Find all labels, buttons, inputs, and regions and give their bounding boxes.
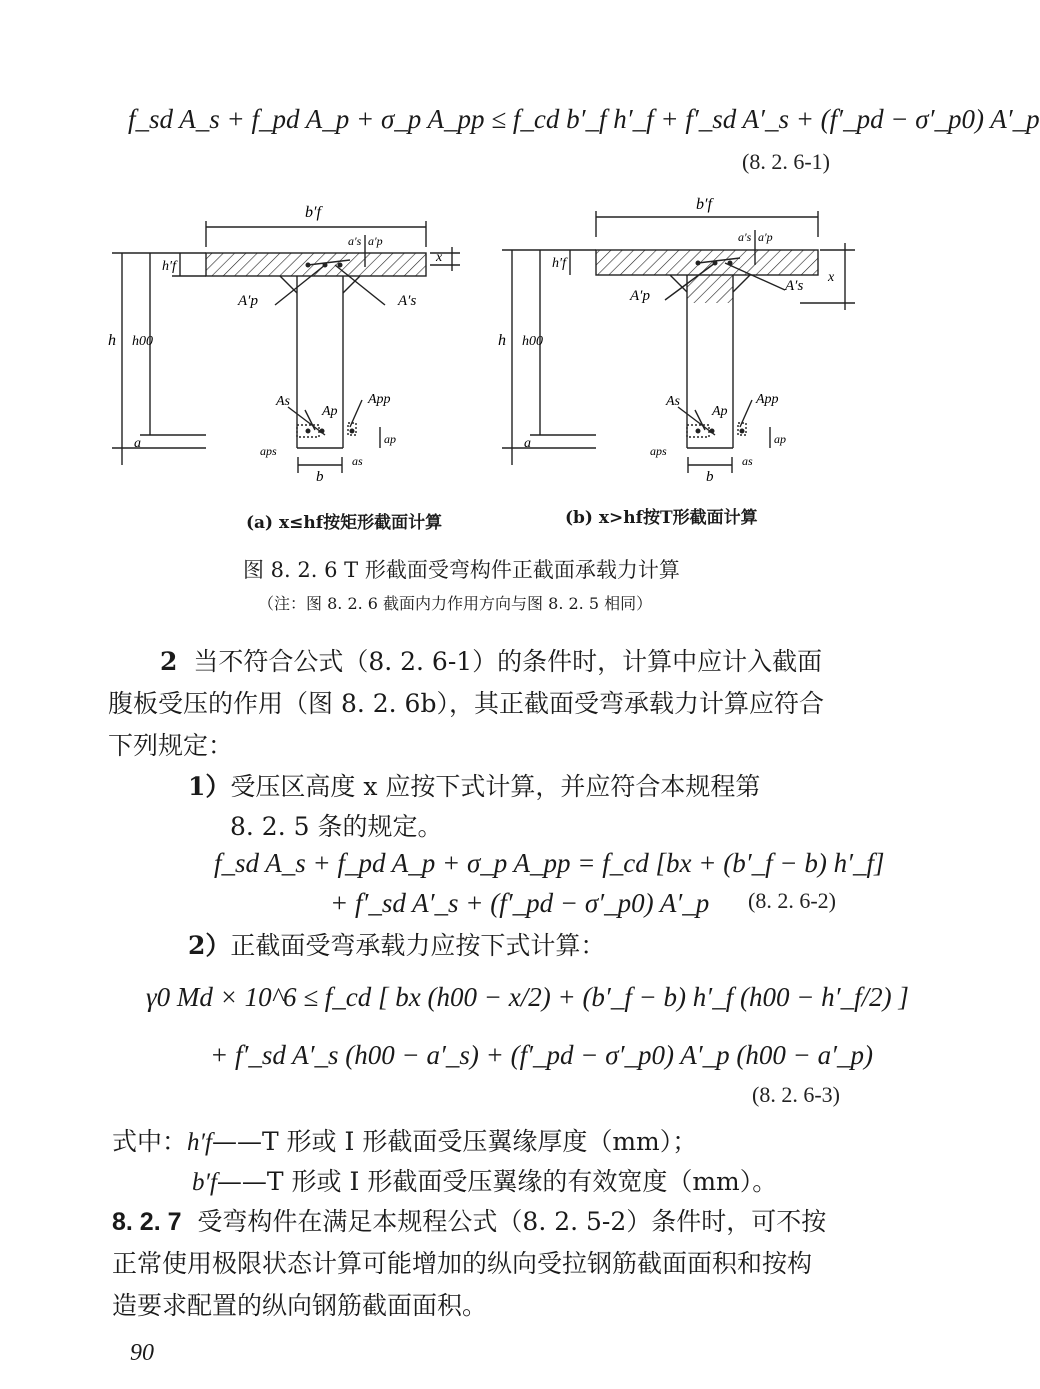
label-b-App: App [756, 392, 779, 407]
label-a-x: x [436, 250, 443, 265]
where-definition-bf: ——T 形或 I 形截面受压翼缘的有效宽度（mm）。 [216, 1167, 778, 1196]
label-a-h00: h00 [132, 334, 153, 349]
label-a-a: a [134, 436, 141, 451]
label-a-As: As [276, 394, 290, 409]
label-a-ap-prime: a′p [368, 234, 383, 248]
label-b-h: h [498, 332, 506, 349]
label-b-x: x [828, 270, 835, 285]
equation-number-8-2-6-1: (8. 2. 6-1) [742, 149, 830, 174]
where-lead: 式中： [112, 1127, 188, 1156]
where-definition-hf: ——T 形或 I 形截面受压翼缘厚度（mm）； [211, 1127, 698, 1156]
label-a-as: as [352, 454, 363, 468]
item-1-line-2: 8. 2. 5 条的规定。 [230, 812, 443, 841]
label-a-Ap: Ap [322, 404, 338, 419]
section-8-2-7-line-1 [112, 1201, 826, 1243]
item-2-text: 正截面受弯承载力应按下式计算： [230, 931, 606, 960]
equation-8-2-6-3-line-2: + f′_sd A′_s (h00 − a′_s) + (f′_pd − σ′_p0) A′_p (h00 − a′_p) [210, 1040, 873, 1070]
equation-8-2-6-3-line-1: γ0 Md × 10^6 ≤ f_cd [ bx (h00 − x/2) + (b′_f − b) h′_f (h00 − h′_f/2) ] [146, 982, 909, 1012]
equation-number-8-2-6-3: (8. 2. 6-3) [752, 1082, 840, 1107]
where-symbol-bf: b′f [192, 1169, 217, 1196]
label-b-As: As [666, 394, 680, 409]
item-1-number: 1） [188, 772, 231, 801]
label-a-h: h [108, 332, 116, 349]
where-line-1 [112, 1121, 697, 1164]
label-b-As-prime: A′s [785, 278, 804, 294]
section-8-2-7-number: 8. 2. 7 [112, 1208, 182, 1236]
label-b-as: as [742, 454, 753, 468]
figure-note: （注：图 8. 2. 6 截面内力作用方向与图 8. 2. 5 相同） [258, 594, 653, 613]
paragraph-2-line-1 [160, 641, 822, 683]
figure-caption-b: (b) x>hf按T形截面计算 [565, 508, 758, 528]
label-b-bf: b′f [696, 196, 712, 213]
paragraph-2-line-3: 下列规定： [108, 731, 234, 760]
paragraph-2-text-1: 当不符合公式（8. 2. 6-1）的条件时，计算中应计入截面 [193, 647, 823, 676]
label-b-as-prime: a′s [738, 230, 752, 244]
label-a-hf: h′f [162, 259, 176, 274]
label-a-as-prime: a′s [348, 234, 362, 248]
label-b-h00: h00 [522, 334, 543, 349]
page-number: 90 [130, 1340, 154, 1366]
label-a-App: App [368, 392, 391, 407]
where-symbol-hf: h′f [187, 1129, 212, 1156]
label-b-Ap-prime: A′p [630, 288, 650, 304]
label-b-aps: aps [650, 444, 667, 458]
section-8-2-7-text-1: 受弯构件在满足本规程公式（8. 2. 5-2）条件时，可不按 [197, 1207, 827, 1236]
where-line-2 [192, 1161, 777, 1204]
label-b-Ap: Ap [712, 404, 728, 419]
item-1-line-1 [188, 766, 760, 808]
section-8-2-7-line-3: 造要求配置的纵向钢筋截面面积。 [112, 1291, 488, 1320]
equation-8-2-6-2-line-1: f_sd A_s + f_pd A_p + σ_p A_pp = f_cd [bx + (b′_f − b) h′_f] [214, 848, 885, 878]
section-8-2-7-line-2: 正常使用极限状态计算可能增加的纵向受拉钢筋截面面积和按构 [112, 1249, 813, 1278]
equation-8-2-6-2-line-2: + f′_sd A′_s + (f′_pd − σ′_p0) A′_p [330, 888, 710, 918]
figure-b-drawing [502, 211, 855, 473]
paragraph-2-line-2: 腹板受压的作用（图 8. 2. 6b），其正截面受弯承载力计算应符合 [108, 689, 824, 718]
label-a-b: b [316, 469, 324, 485]
label-a-As-prime: A′s [398, 293, 417, 309]
label-b-a: a [524, 436, 531, 451]
item-2-line [188, 925, 605, 967]
paragraph-2-number: 2 [160, 647, 178, 676]
item-1-text-1: 受压区高度 x 应按下式计算，并应符合本规程第 [230, 772, 761, 801]
label-b-ap: ap [774, 432, 786, 446]
label-b-b: b [706, 469, 714, 485]
label-a-aps: aps [260, 444, 277, 458]
equation-8-2-6-1: f_sd A_s + f_pd A_p + σ_p A_pp ≤ f_cd b′_f h′_f + f′_sd A′_s + (f′_pd − σ′_p0) A′_p [128, 104, 1040, 134]
figure-title: 图 8. 2. 6 T 形截面受弯构件正截面承载力计算 [243, 558, 680, 582]
label-b-ap-prime: a′p [758, 230, 773, 244]
label-a-bf: b′f [305, 204, 321, 221]
label-b-hf: h′f [552, 256, 566, 271]
label-a-Ap-prime: A′p [238, 293, 258, 309]
item-2-number: 2） [188, 931, 231, 960]
label-a-ap: ap [384, 432, 396, 446]
equation-number-8-2-6-2: (8. 2. 6-2) [748, 888, 836, 913]
t-section-figure [100, 195, 835, 495]
figure-caption-a: (a) x≤hf按矩形截面计算 [246, 513, 443, 533]
